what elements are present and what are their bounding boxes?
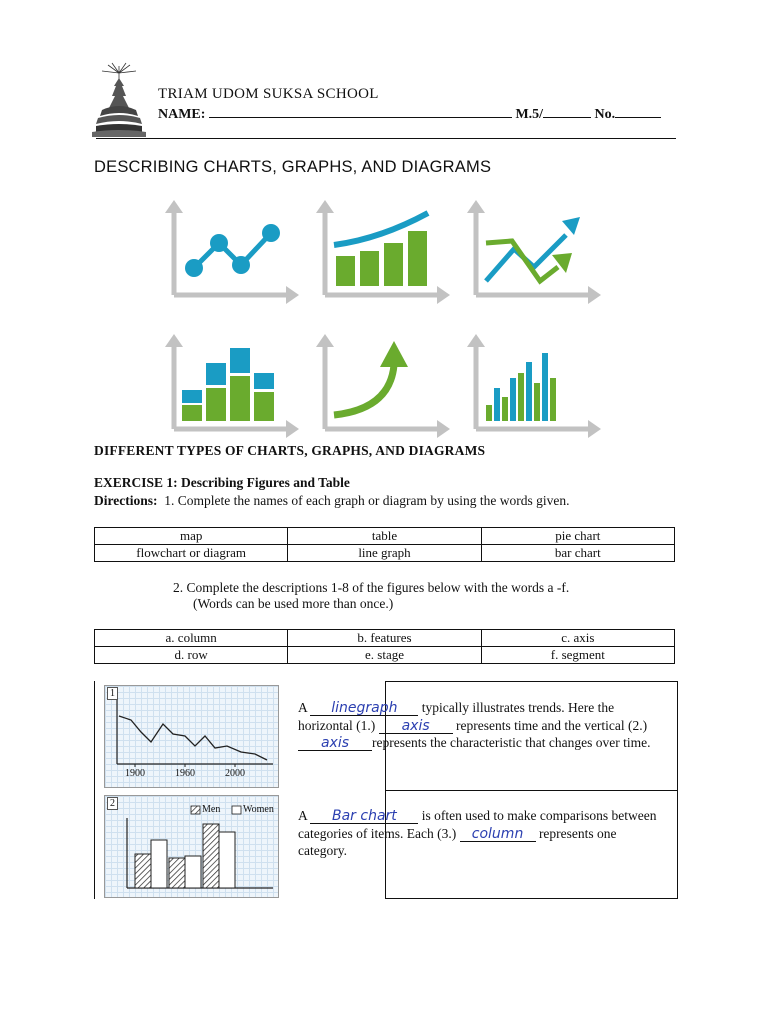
desc-text: represents one category. — [298, 825, 617, 858]
word-cell: map — [95, 528, 288, 545]
description-1 — [298, 699, 666, 752]
row-divider — [385, 898, 678, 899]
word-cell: table — [288, 528, 481, 545]
word-cell: b. features — [288, 630, 481, 647]
word-cell: d. row — [95, 647, 288, 664]
frame-left-border — [94, 681, 95, 899]
table-row — [95, 647, 675, 664]
class-label: M.5/ — [515, 107, 544, 122]
answer-blank[interactable]: linegraph — [310, 701, 418, 716]
answer-blank[interactable]: Bar chart — [310, 809, 418, 824]
x-tick-label: 1900 — [125, 768, 145, 779]
chart-types-illustration — [160, 193, 606, 438]
legend-label-women: Women — [243, 804, 274, 815]
name-line — [158, 104, 661, 123]
line-graph-icon — [165, 200, 299, 304]
row-divider — [385, 790, 678, 791]
answer-blank[interactable]: axis — [379, 719, 453, 734]
word-cell: c. axis — [481, 630, 674, 647]
figure-2-bar-chart — [104, 795, 279, 898]
direction-2-line2: (Words can be used more than once.) — [193, 596, 394, 611]
x-tick-label: 1960 — [175, 768, 195, 779]
stacked-bar-chart-icon — [165, 334, 299, 438]
word-cell: f. segment — [481, 647, 674, 664]
header-divider — [96, 138, 676, 139]
figure-1-line-graph — [104, 685, 279, 788]
desc-text: typically illustrates trends. Here the horizontal (1.) — [298, 700, 615, 733]
word-cell: bar chart — [481, 545, 674, 562]
word-cell: flowchart or diagram — [95, 545, 288, 562]
desc-text: is often used to make comparisons between categories of items. Each (3.) — [298, 808, 657, 841]
desc-text: A — [298, 700, 308, 715]
directions-label: Directions: — [94, 493, 158, 508]
directions — [94, 493, 570, 509]
answer-blank[interactable]: axis — [298, 736, 372, 751]
word-bank-table-1 — [94, 527, 675, 562]
word-cell: a. column — [95, 630, 288, 647]
exercise-title: EXERCISE 1: Describing Figures and Table — [94, 475, 350, 490]
number-label: No. — [594, 107, 616, 122]
table-row — [95, 545, 675, 562]
figure-number: 2 — [107, 797, 118, 810]
word-bank-table-2 — [94, 629, 675, 664]
table-row — [95, 528, 675, 545]
number-blank[interactable] — [615, 104, 661, 118]
bar-chart-with-curve-icon — [316, 200, 450, 304]
page-title: DESCRIBING CHARTS, GRAPHS, AND DIAGRAMS — [94, 158, 492, 176]
direction-1-text: 1. Complete the names of each graph or diagram by using the words given. — [164, 493, 570, 508]
school-emblem-icon — [88, 62, 150, 140]
desc-text: represents the characteristic that changes over time. — [372, 735, 651, 750]
table-row — [95, 630, 675, 647]
x-tick-label: 2000 — [225, 768, 245, 779]
direction-2-line1: 2. Complete the descriptions 1-8 of the figures below with the words a -f. — [173, 580, 570, 595]
class-blank[interactable] — [543, 104, 591, 118]
section-title: DIFFERENT TYPES OF CHARTS, GRAPHS, AND DIAGRAMS — [94, 443, 486, 458]
direction-2 — [173, 580, 569, 612]
answer-blank[interactable]: column — [460, 827, 536, 842]
school-name: TRIAM UDOM SUKSA SCHOOL — [158, 86, 379, 102]
figure-number: 1 — [107, 687, 118, 700]
row-divider — [385, 681, 678, 682]
word-cell: pie chart — [481, 528, 674, 545]
desc-text: represents time and the vertical (2.) — [455, 717, 648, 733]
word-cell: line graph — [288, 545, 481, 562]
legend-label-men: Men — [202, 804, 221, 815]
name-label: NAME: — [158, 107, 206, 122]
word-cell: e. stage — [288, 647, 481, 664]
curved-growth-arrow-icon — [316, 334, 450, 438]
name-blank[interactable] — [209, 104, 512, 118]
column-chart-icon — [467, 334, 601, 438]
description-2 — [298, 807, 666, 860]
desc-text: A — [298, 808, 308, 823]
crossing-trend-lines-icon — [467, 200, 601, 304]
